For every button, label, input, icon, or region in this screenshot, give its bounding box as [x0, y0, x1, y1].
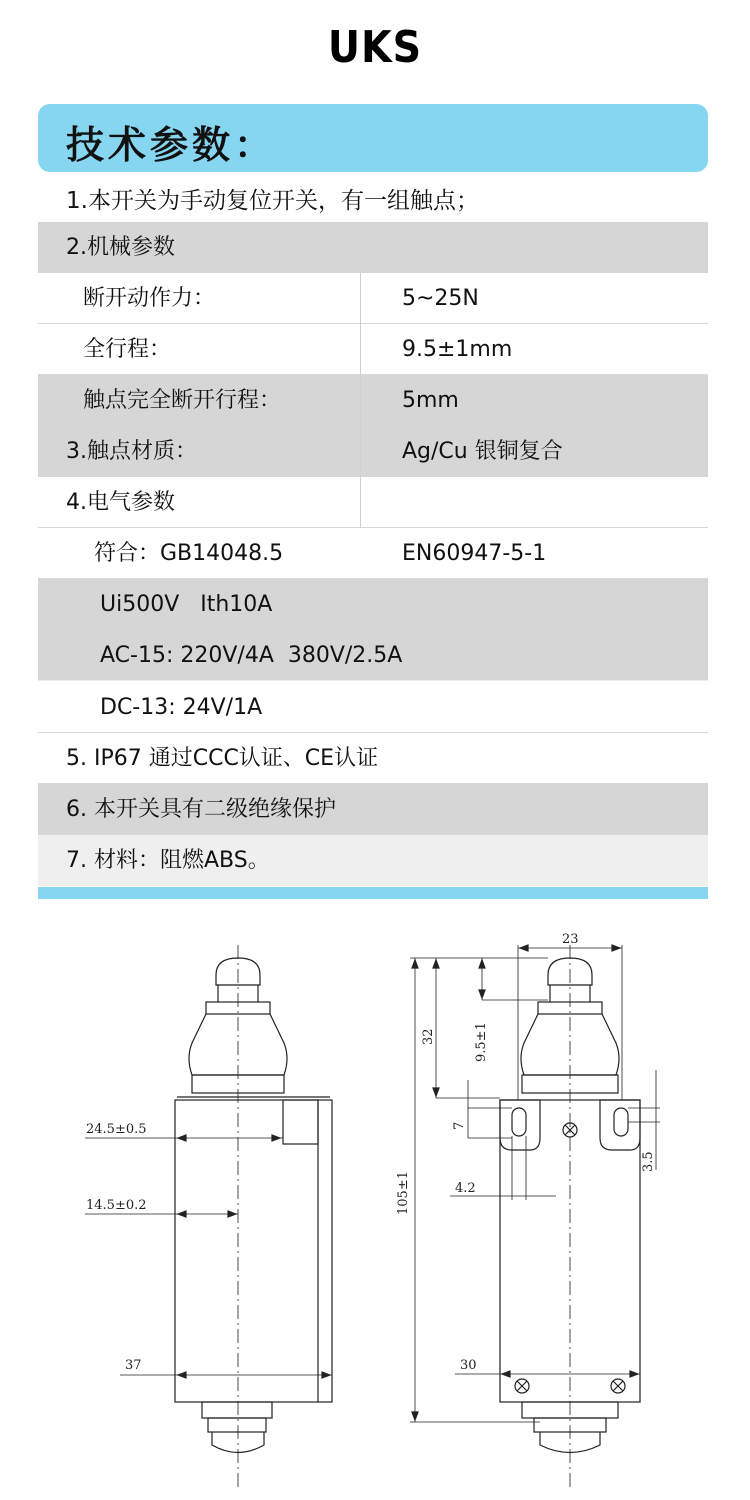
spec-row — [38, 273, 708, 324]
spec-text: 6. 本开关具有二级绝缘保护 — [66, 797, 336, 822]
dim-label: 9.5±1 — [474, 1022, 489, 1062]
dim-label: 105±1 — [396, 1171, 411, 1215]
spec-value: 5mm — [402, 388, 459, 413]
spec-row — [38, 579, 708, 630]
mech-header: 2.机械参数 — [66, 235, 175, 260]
section-header: 技术参数： — [66, 123, 277, 167]
spec-label: 符合：GB14048.5 — [94, 541, 284, 566]
spec-text: Ui500V Ith10A — [100, 592, 273, 617]
spec-label: 触点完全断开行程： — [83, 388, 282, 413]
elec-header-row — [38, 477, 708, 528]
elec-header: 4.电气参数 — [66, 490, 175, 515]
spec-row — [38, 682, 708, 733]
spec-row — [38, 375, 708, 426]
mech-header-row — [38, 222, 708, 273]
spec-text: DC-13: 24V/1A — [100, 695, 263, 720]
dim-label: 23 — [562, 932, 579, 947]
spec-row — [38, 528, 708, 579]
section-banner — [38, 104, 708, 172]
spec-label: 断开动作力： — [83, 286, 216, 311]
dim-label: 14.5±0.2 — [86, 1198, 147, 1213]
spec-row — [38, 630, 708, 681]
front-view — [410, 945, 660, 1490]
dim-label: 24.5±0.5 — [86, 1122, 147, 1137]
spec-text: 7. 材料：阻燃ABS。 — [66, 848, 270, 873]
dim-label: 32 — [421, 1028, 436, 1045]
spec-row — [38, 324, 708, 375]
dim-label: 3.5 — [641, 1151, 656, 1172]
dim-label: 4.2 — [455, 1181, 476, 1196]
spec-value: EN60947-5-1 — [402, 541, 547, 566]
spec-text: AC-15: 220V/4A 380V/2.5A — [100, 643, 403, 668]
table-divider — [360, 273, 361, 528]
spec-label: 3.触点材质： — [66, 439, 197, 464]
dimension-drawing — [0, 900, 750, 1500]
spec-text: 5. IP67 通过CCC认证、CE认证 — [66, 746, 379, 771]
dim-label: 30 — [460, 1358, 477, 1373]
dim-label: 37 — [125, 1358, 142, 1373]
spec-value: 9.5±1mm — [402, 337, 513, 362]
spec-row — [38, 733, 708, 784]
spec-row — [38, 835, 708, 886]
product-title: UKS — [327, 22, 423, 73]
spec-label: 全行程： — [83, 337, 172, 362]
blue-divider-bar — [38, 887, 708, 899]
spec-row — [38, 784, 708, 835]
spec-value: 5~25N — [402, 286, 479, 311]
dim-label: 7 — [452, 1121, 467, 1130]
side-view — [85, 945, 332, 1490]
spec-row — [38, 426, 708, 477]
spec-line-1: 1.本开关为手动复位开关，有一组触点； — [66, 188, 479, 214]
spec-value: Ag/Cu 银铜复合 — [402, 439, 563, 464]
